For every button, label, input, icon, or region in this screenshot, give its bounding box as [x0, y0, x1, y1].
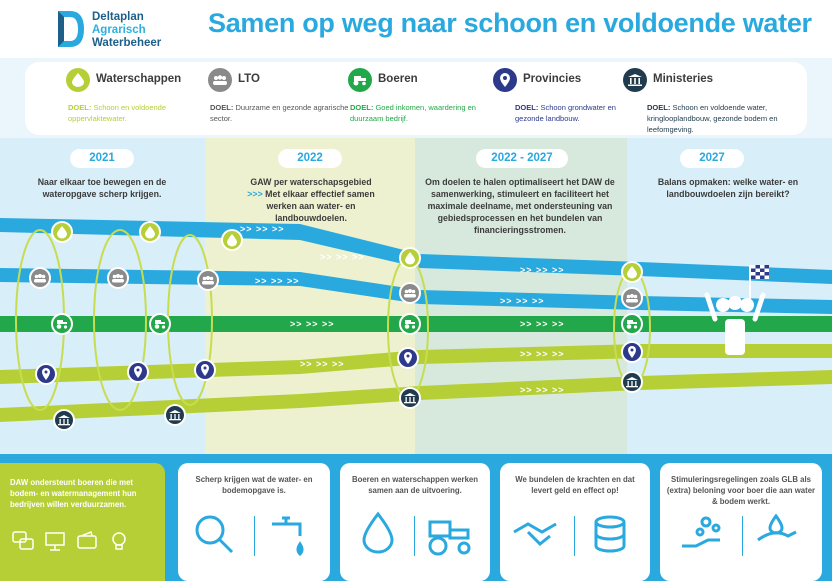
government-building-icon [164, 404, 186, 426]
bottom-panel-icons [190, 510, 320, 560]
people-icon [29, 267, 51, 289]
map-pin-icon [194, 359, 216, 381]
water-drop-icon [621, 261, 643, 283]
map-pin-icon [493, 68, 517, 92]
tractor-icon [348, 68, 372, 92]
government-building-icon [621, 371, 643, 393]
water-tap-icon [272, 518, 302, 554]
finish-celebration-icon [707, 265, 769, 355]
deltaplan-logo-icon [56, 9, 86, 49]
water-drop-icon [399, 247, 421, 269]
bottom-intro-text: DAW ondersteunt boeren die met bodem- en watermanagement hun bedrijven willen verduurzamen. [10, 478, 137, 509]
people-icon [399, 282, 421, 304]
bottom-panel-title: Scherp krijgen wat de water- en bodemopgave is. [195, 475, 313, 495]
tractor-icon [399, 313, 421, 335]
people-icon [208, 68, 232, 92]
lane-arrows: >> >> >> [255, 276, 300, 286]
chat-icon [12, 530, 34, 552]
stakeholder-name: LTO [238, 73, 260, 85]
phase-label-2027: 2027 [680, 149, 744, 168]
government-building-icon [53, 409, 75, 431]
bottom-panel-title: We bundelen de krachten en dat levert geld en effect op! [515, 475, 635, 495]
lane-arrows: >> >> >> [300, 359, 345, 369]
lane-arrows: >> >> >> [520, 385, 565, 395]
stakeholder-goal: DOEL: Schoon en voldoende oppervlaktewater. [68, 103, 166, 123]
lightbulb-icon [108, 530, 130, 552]
bottom-panel-icons [510, 510, 640, 560]
stakeholder-goal: DOEL: Duurzame en gezonde agrarische sector. [210, 103, 349, 123]
lane-arrows: >> >> >> [520, 349, 565, 359]
hand-coins-icon [682, 518, 720, 546]
wallet-icon [76, 530, 98, 552]
water-drop-icon [221, 229, 243, 251]
magnifier-icon [197, 517, 232, 552]
stakeholder-name: Ministeries [653, 73, 714, 85]
tractor-icon [149, 313, 171, 335]
water-drop-icon [364, 514, 392, 552]
page-title: Samen op weg naar schoon en voldoende water [208, 8, 812, 38]
stakeholder-goal: DOEL: Schoon en voldoende water, kringlooplandbouw, gezonde bodem en leefomgeving. [647, 103, 778, 134]
bottom-panel-icons [350, 510, 480, 560]
map-pin-icon [397, 347, 419, 369]
map-pin-icon [621, 341, 643, 363]
water-drop-icon [66, 68, 90, 92]
divider [742, 516, 743, 556]
lane-arrows: >> >> >> [520, 265, 565, 275]
bottom-panel-title: Boeren en waterschappen werken samen aan de uitvoering. [351, 475, 479, 495]
stakeholder-name: Boeren [378, 73, 418, 85]
phase-description: Om doelen te halen optimaliseert het DAW de samenwerking, stimuleert en faciliteert het maximale deelname, met ondersteuning van gebiedsprocessen en het bundelen van financieringsstromen. [425, 177, 615, 235]
people-icon [197, 269, 219, 291]
handshake-icon [514, 524, 556, 544]
divider [254, 516, 255, 556]
phase-label-2021: 2021 [70, 149, 134, 168]
stakeholder-name: Provincies [523, 73, 582, 85]
government-building-icon [623, 68, 647, 92]
stakeholder-name: Waterschappen [96, 73, 182, 85]
phase-label-2022-2027: 2022 - 2027 [476, 149, 568, 168]
phase-label-2022: 2022 [278, 149, 342, 168]
water-drop-icon [51, 221, 73, 243]
phase-description: GAW per waterschapsgebied >>> Met elkaar effectief samen werken aan water- en landbouwdoelen. [247, 177, 375, 223]
people-icon [621, 287, 643, 309]
lane-arrows: >> >> >> [520, 319, 565, 329]
lane-arrows: >> >> >> [500, 296, 545, 306]
bottom-panel-icons [678, 510, 808, 560]
coins-icon [596, 517, 624, 551]
presentation-icon [44, 530, 66, 552]
tractor-icon [621, 313, 643, 335]
tractor-icon [51, 313, 73, 335]
logo-text [92, 11, 161, 50]
divider [574, 516, 575, 556]
lane-arrows: >> >> >> [290, 319, 335, 329]
bottom-panel-title: Stimuleringsregelingen zoals GLB als (extra) beloning voor boer die aan water & bodem werkt. [666, 475, 816, 506]
logo-line-1: Deltaplan [92, 11, 144, 23]
phase-description: Naar elkaar toe bewegen en de wateropgave scherp krijgen. [37, 177, 167, 199]
water-drop-icon [139, 221, 161, 243]
stakeholder-goal: DOEL: Goed inkomen, waardering en duurzaam bedrijf. [350, 103, 476, 123]
government-building-icon [399, 387, 421, 409]
phase-description: Balans opmaken: welke water- en landbouwdoelen zijn bereikt? [657, 177, 799, 199]
lane-arrows: >> >> >> [240, 224, 285, 234]
hand-water-icon [758, 516, 796, 540]
map-pin-icon [127, 361, 149, 383]
divider [414, 516, 415, 556]
bottom-intro-icons [12, 530, 157, 560]
logo-line-2: Agrarisch [92, 24, 146, 36]
map-pin-icon [35, 363, 57, 385]
logo-line-3: Waterbeheer [92, 37, 162, 49]
stakeholder-goal: DOEL: Schoon grondwater en gezonde landbouw. [515, 103, 616, 123]
lane-nodes [0, 210, 832, 440]
people-icon [107, 267, 129, 289]
tractor-icon [430, 522, 469, 554]
lane-arrows: >> >> >> [320, 252, 365, 262]
